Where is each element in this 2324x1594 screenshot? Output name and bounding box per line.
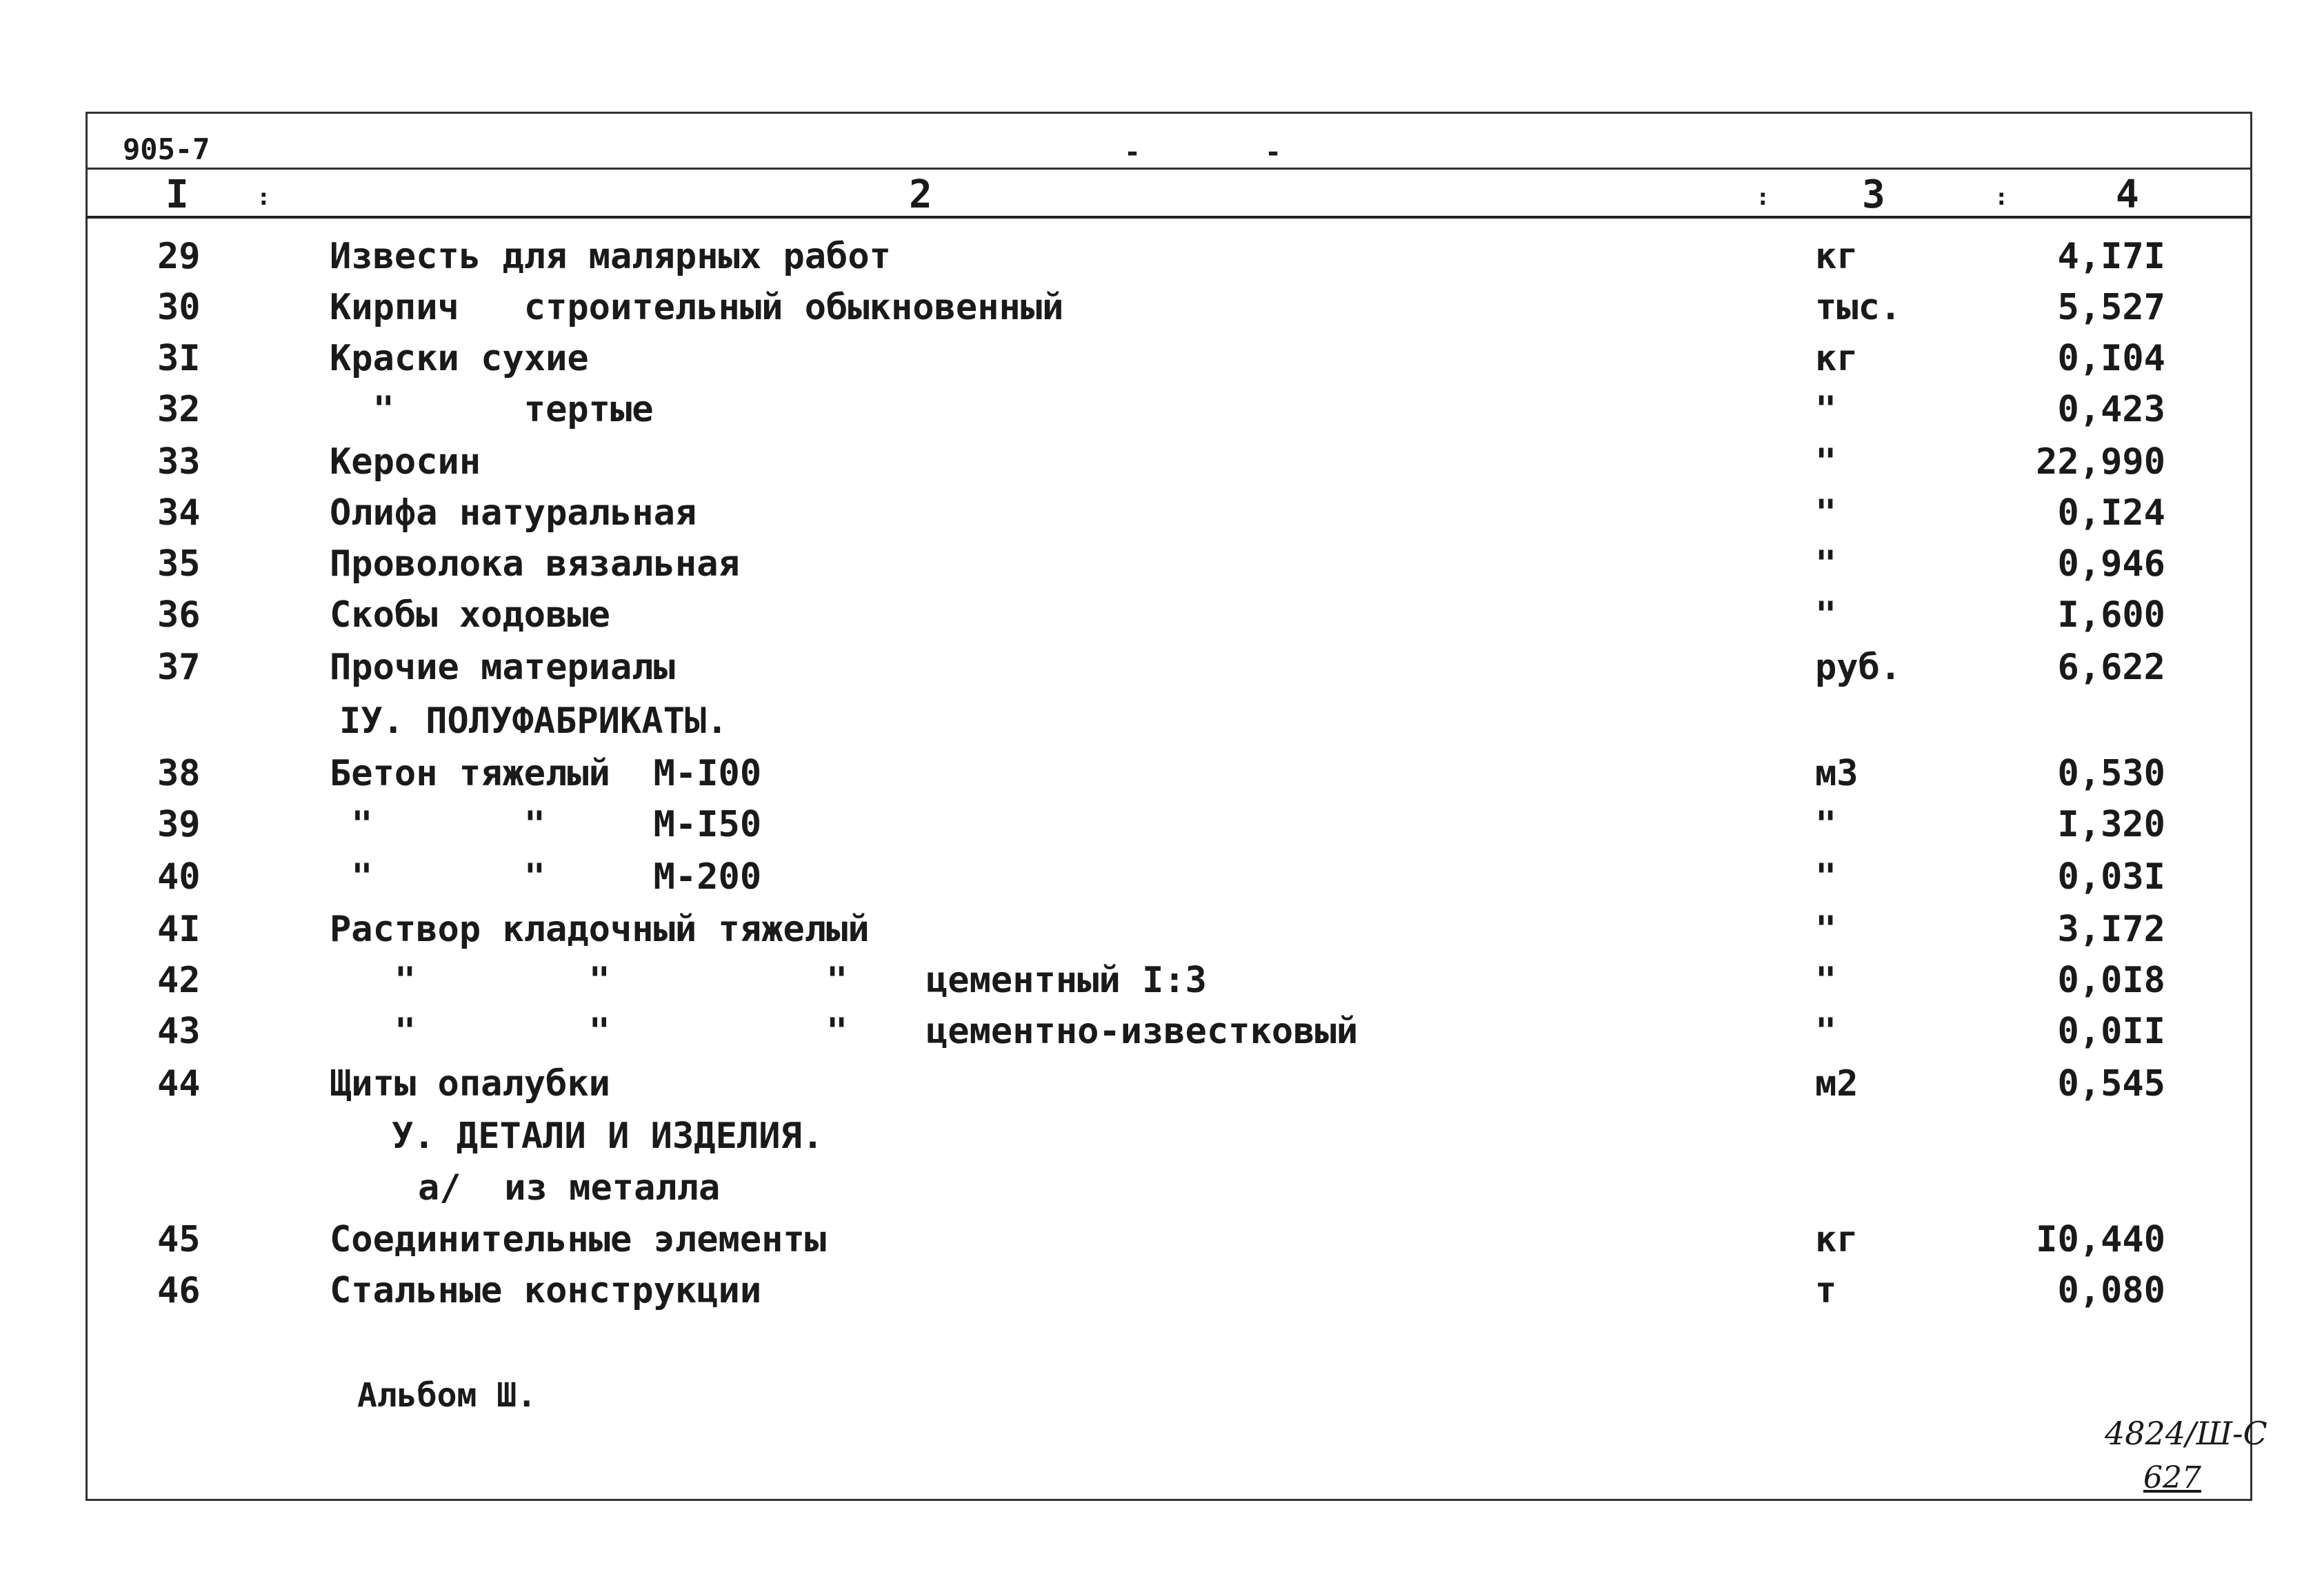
material-name: Известь для малярных работ [330,236,891,277]
quantity: 5,527 [2057,287,2165,328]
material-name: Кирпич строительный обыкновенный [330,287,1064,328]
unit-of-measure: " [1815,856,1837,898]
table-row [0,647,2324,698]
row-number: 4I [157,909,201,950]
quantity: 0,080 [2057,1270,2165,1311]
row-number: 46 [157,1270,201,1311]
unit-of-measure: руб. [1815,647,1902,688]
quantity: 0,530 [2057,753,2165,794]
quantity: 4,I7I [2057,236,2165,277]
unit-of-measure: " [1815,960,1837,1001]
row-number: 33 [157,441,201,483]
quantity: 3,I72 [2057,909,2165,950]
quantity: 0,0I8 [2057,960,2165,1001]
material-name: " " М-I50 [330,804,762,845]
row-number: 35 [157,543,201,585]
archive-stamp: 4824/Ш-С [2105,1415,2267,1452]
top-mark: - [1265,137,1406,168]
album-note: Альбом Ш. [357,1376,537,1415]
quantity: 0,946 [2057,543,2165,585]
column-header-2: 2 [909,172,932,217]
quantity: 0,0II [2057,1011,2165,1052]
material-name: Бетон тяжелый М-I00 [330,753,762,794]
unit-of-measure: т [1815,1270,1837,1311]
unit-of-measure: тыс. [1815,287,1902,328]
material-name: " " М-200 [330,856,762,898]
top-rule [86,112,2250,114]
material-name: " " " [330,1011,848,1052]
quantity: I,600 [2057,594,2165,636]
row-number: 40 [157,856,201,898]
row-number: 37 [157,647,201,688]
row-number: 42 [157,960,201,1001]
unit-of-measure: м3 [1815,753,1859,794]
table-row [0,804,2324,855]
table-row [0,441,2324,492]
unit-of-measure: " [1815,804,1837,845]
unit-of-measure: " [1815,594,1837,636]
header-separator: : [1756,183,1770,211]
row-number: 38 [157,753,201,794]
unit-of-measure: " [1815,389,1837,430]
row-number: 3I [157,338,201,379]
material-name: Скобы ходовые [330,594,610,636]
quantity: 0,545 [2057,1063,2165,1104]
material-name: Керосин [330,441,481,483]
table-row [0,909,2324,960]
quantity: 22,990 [2036,441,2165,483]
table-row [0,389,2324,440]
header-bottom-rule [86,216,2250,219]
unit-of-measure: " [1815,909,1837,950]
table-row [0,856,2324,907]
row-number: 36 [157,594,201,636]
material-name: Раствор кладочный тяжелый [330,909,870,950]
table-row [0,338,2324,389]
material-name: Проволока вязальная [330,543,740,585]
unit-of-measure: кг [1815,236,1859,277]
section-heading-semi: IУ. ПОЛУФАБРИКАТЫ. [339,700,728,742]
row-number: 39 [157,804,201,845]
row-number: 34 [157,492,201,534]
unit-of-measure: кг [1815,1219,1859,1260]
table-row [0,1063,2324,1114]
material-name: Олифа натуральная [330,492,697,534]
material-name: " тертые [330,389,654,430]
page-number-stamp: 627 [2143,1460,2201,1495]
column-header-3: 3 [1862,172,1885,217]
quantity: 0,I24 [2057,492,2165,534]
quantity: I0,440 [2036,1219,2165,1260]
row-number: 44 [157,1063,201,1104]
material-name: Краски сухие [330,338,589,379]
quantity: 0,03I [2057,856,2165,898]
table-row [0,960,2324,1011]
material-name: Щиты опалубки [330,1063,610,1104]
row-number: 30 [157,287,201,328]
material-spec: цементно-известковый [926,1011,1359,1052]
table-row [0,1270,2324,1321]
row-number: 43 [157,1011,201,1052]
unit-of-measure: кг [1815,338,1859,379]
quantity: 6,622 [2057,647,2165,688]
unit-of-measure: " [1815,492,1837,534]
table-row [0,1219,2324,1270]
row-number: 32 [157,389,201,430]
material-name: Стальные конструкции [330,1270,762,1311]
table-row [0,594,2324,645]
table-row [0,753,2324,804]
table-row [0,1011,2324,1062]
material-name: Соединительные элементы [330,1219,827,1260]
unit-of-measure: " [1815,1011,1837,1052]
unit-of-measure: " [1815,543,1837,585]
row-number: 45 [157,1219,201,1260]
unit-of-measure: " [1815,441,1837,483]
subsection-heading-metal: а/ из металла [418,1167,721,1209]
unit-of-measure: м2 [1815,1063,1859,1104]
table-row [0,492,2324,543]
table-row [0,236,2324,287]
material-spec: цементный I:3 [926,960,1207,1001]
column-header-1: I [166,172,189,217]
quantity: I,320 [2057,804,2165,845]
top-marks [1124,137,1405,168]
header-separator: : [257,183,271,211]
header-separator: : [1994,183,2009,211]
material-name: " " " [330,960,848,1001]
material-name: Прочие материалы [330,647,675,688]
section-heading-details: У. ДЕТАЛИ И ИЗДЕЛИЯ. [392,1116,824,1157]
quantity: 0,423 [2057,389,2165,430]
table-row [0,543,2324,594]
top-mark: - [1124,137,1265,168]
row-number: 29 [157,236,201,277]
quantity: 0,I04 [2057,338,2165,379]
table-row [0,287,2324,338]
column-header-4: 4 [2116,172,2139,217]
document-code: 905-7 [123,132,210,166]
